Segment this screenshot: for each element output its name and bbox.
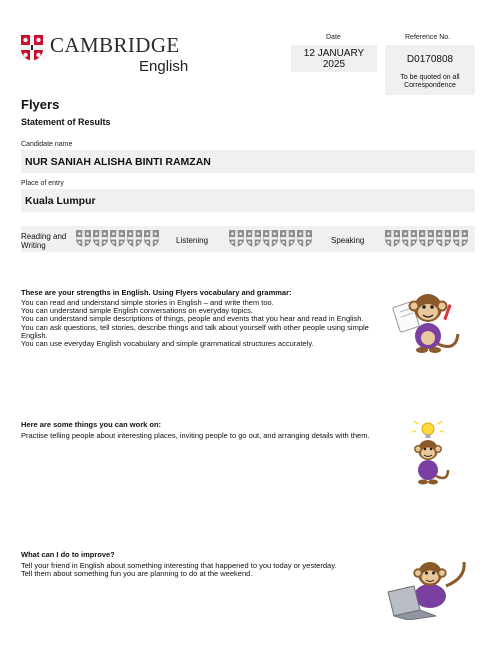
strengths-text: [21, 299, 381, 348]
work-on-text: [21, 432, 381, 440]
place-of-entry: Kuala Lumpur: [21, 189, 475, 212]
date-box: [291, 45, 377, 72]
shield-icon: [110, 230, 125, 247]
work-on-heading: Here are some things you can work on:: [21, 420, 162, 429]
shield-icon: [76, 230, 91, 247]
shield-icon: [229, 230, 244, 247]
reference-note-line-2: Correspondence: [404, 82, 456, 89]
skills-band: [21, 226, 475, 252]
candidate-name: NUR SANIAH ALISHA BINTI RAMZAN: [21, 150, 475, 173]
improve-line: Tell your friend in English about something interesting that happened to you today or yesterday.: [21, 561, 337, 570]
improve-heading: What can I do to improve?: [21, 550, 115, 559]
strengths-heading: These are your strengths in English. Using Flyers vocabulary and grammar:: [21, 288, 292, 297]
reference-note-line-1: To be quoted on all: [400, 74, 460, 81]
improve-text: [21, 562, 391, 578]
shield-icon: [385, 230, 400, 247]
shield-icon: [246, 230, 261, 247]
strength-line: You can ask questions, tell stories, describe things and talk about yourself with other people using simple English.: [21, 322, 369, 340]
page-subtitle: Statement of Results: [21, 117, 111, 127]
skill-label-reading-writing: [21, 232, 66, 250]
skill-label-line-2: Writing: [21, 241, 46, 250]
shield-icon: [436, 230, 451, 247]
strength-line: You can read and understand simple stories in English – and write them too.: [21, 298, 274, 307]
shield-icon: [263, 230, 278, 247]
improve-line: Tell them about something fun you are planning to do at the weekend.: [21, 569, 253, 579]
shields-speaking: [385, 230, 468, 247]
shield-icon: [144, 230, 159, 247]
strength-line: You can understand simple descriptions of things, people and events that you hear and read in English.: [21, 314, 364, 324]
shield-icon: [280, 230, 295, 247]
shields-listening: [229, 230, 312, 247]
date-label: Date: [326, 34, 341, 41]
date-line-2: 2025: [322, 59, 346, 70]
reference-box: [385, 45, 475, 95]
skill-label-line-1: Reading and: [21, 232, 67, 241]
brand-sub: English: [139, 58, 189, 75]
work-on-line: Practise telling people about interesting places, inviting people to go out, and arranging details with them.: [21, 431, 370, 440]
shield-icon: [453, 230, 468, 247]
shield-icon: [297, 230, 312, 247]
page-title: Flyers: [21, 97, 60, 112]
strength-line: You can use everyday English vocabulary and simple grammatical structures accurately.: [21, 339, 314, 349]
strength-line: You can understand simple English conversations on everyday topics.: [21, 306, 253, 316]
date-line-1: 12 JANUARY: [303, 48, 365, 59]
monkey-laptop-icon: [384, 556, 470, 620]
candidate-label: Candidate name: [21, 141, 73, 148]
skill-label-listening: Listening: [176, 236, 209, 245]
monkey-writing-icon: [392, 286, 464, 356]
monkey-idea-icon: [402, 420, 454, 488]
reference-number: D0170808: [406, 54, 454, 65]
reference-note: [385, 74, 475, 90]
shield-icon: [402, 230, 417, 247]
shield-icon: [419, 230, 434, 247]
cambridge-shield-icon: [20, 34, 44, 62]
brand-wordmark: CAMBRIDGE: [50, 33, 180, 57]
shields-reading-writing: [76, 230, 159, 247]
reference-label: Reference No.: [405, 34, 451, 41]
place-label: Place of entry: [21, 180, 64, 187]
shield-icon: [127, 230, 142, 247]
skill-label-speaking: Speaking: [331, 236, 365, 245]
shield-icon: [93, 230, 108, 247]
